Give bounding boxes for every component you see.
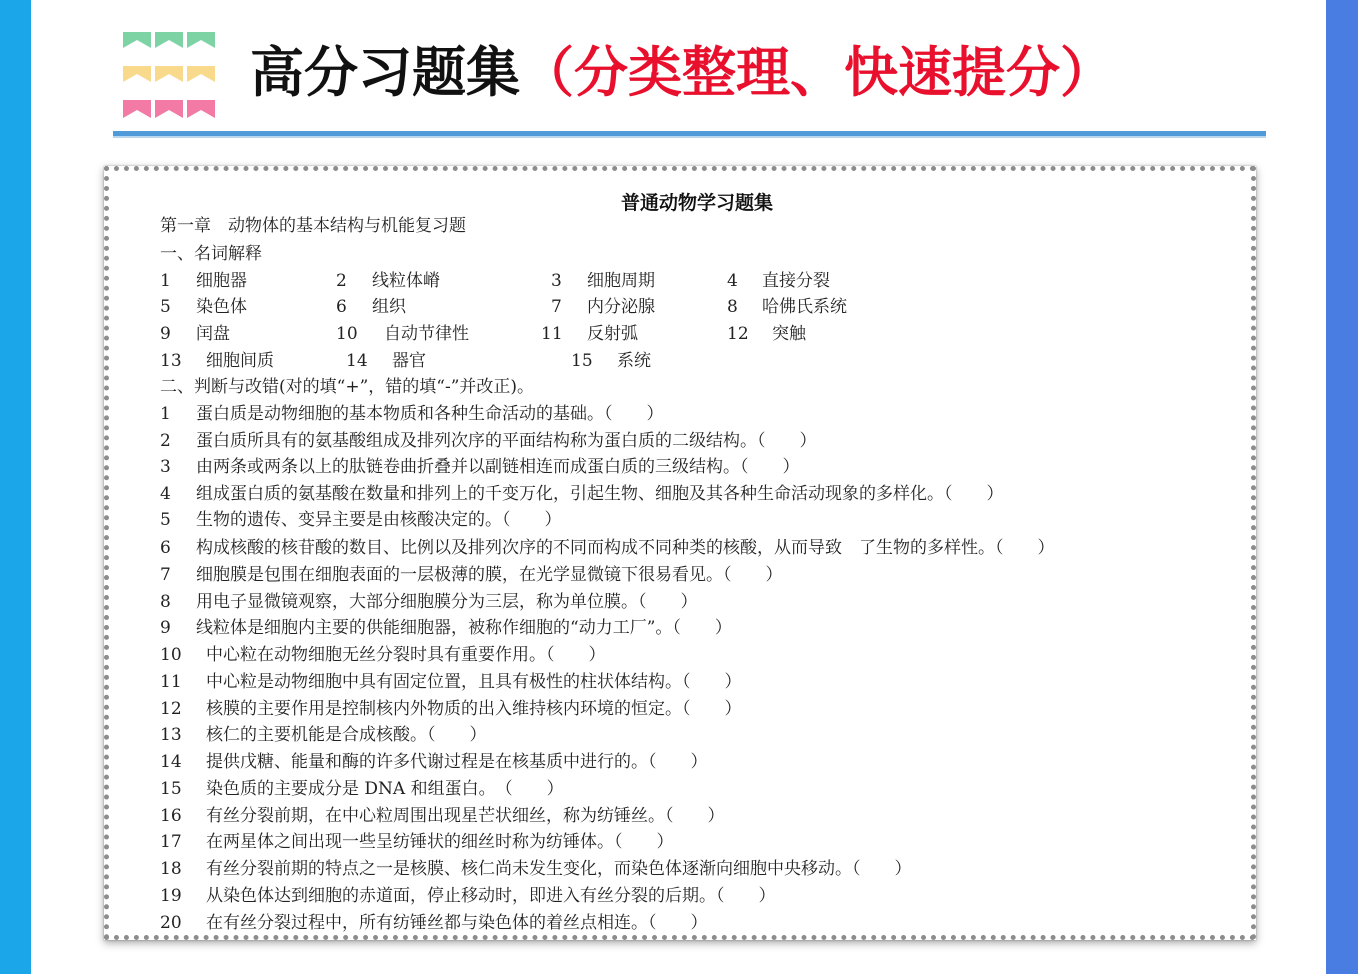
term-item: 直接分裂	[762, 271, 830, 291]
term-item: 组织	[372, 297, 406, 317]
question-number: 17	[160, 832, 182, 852]
term-number: 14	[346, 351, 368, 371]
term-item: 细胞间质	[206, 351, 274, 371]
term-number: 1	[160, 271, 171, 291]
page-title	[250, 38, 1114, 108]
page-title-main: 高分习题集	[250, 41, 520, 104]
term-number: 6	[336, 297, 347, 317]
term-number: 4	[727, 271, 738, 291]
term-number: 10	[336, 324, 358, 344]
question-number: 15	[160, 779, 182, 799]
term-number: 2	[336, 271, 347, 291]
question-number: 9	[160, 618, 171, 638]
chapter-heading: 第一章 动物体的基本结构与机能复习题	[160, 216, 466, 236]
question-text: 构成核酸的核苷酸的数目、比例以及排列次序的不同而构成不同种类的核酸，从而导致 了生物的多样性。（ ）	[196, 538, 1055, 558]
question-text: 在有丝分裂过程中，所有纺锤丝都与染色体的着丝点相连。（ ）	[206, 913, 708, 933]
term-number: 13	[160, 351, 182, 371]
term-item: 哈佛氏系统	[762, 297, 847, 317]
question-text: 有丝分裂前期的特点之一是核膜、核仁尚未发生变化，而染色体逐渐向细胞中央移动。（ ）	[206, 859, 912, 879]
question-text: 核仁的主要机能是合成核酸。（ ）	[206, 725, 487, 745]
question-text: 蛋白质是动物细胞的基本物质和各种生命活动的基础。（ ）	[196, 404, 664, 424]
question-text: 在两星体之间出现一些呈纺锤状的细丝时称为纺锤体。（ ）	[206, 832, 674, 852]
question-number: 3	[160, 457, 171, 477]
term-number: 9	[160, 324, 171, 344]
question-number: 8	[160, 592, 171, 612]
term-item: 染色体	[196, 297, 247, 317]
question-number: 6	[160, 538, 171, 558]
term-item: 器官	[392, 351, 426, 371]
question-text: 从染色体达到细胞的赤道面，停止移动时，即进入有丝分裂的后期。（ ）	[206, 886, 776, 906]
term-number: 8	[727, 297, 738, 317]
question-number: 11	[160, 672, 182, 692]
question-text: 核膜的主要作用是控制核内外物质的出入维持核内环境的恒定。（ ）	[206, 699, 742, 719]
question-number: 20	[160, 913, 182, 933]
term-item: 闰盘	[196, 324, 230, 344]
left-accent-bar	[0, 0, 31, 974]
section-heading-terms: 一、名词解释	[160, 244, 262, 264]
question-text: 蛋白质所具有的氨基酸组成及排列次序的平面结构称为蛋白质的二级结构。（ ）	[196, 431, 817, 451]
question-number: 19	[160, 886, 182, 906]
question-number: 10	[160, 645, 182, 665]
term-item: 内分泌腺	[587, 297, 655, 317]
term-item: 突触	[772, 324, 806, 344]
question-text: 生物的遗传、变异主要是由核酸决定的。（ ）	[196, 510, 562, 530]
question-text: 线粒体是细胞内主要的供能细胞器，被称作细胞的“动力工厂”。（ ）	[196, 618, 732, 638]
right-accent-bar	[1326, 0, 1358, 974]
question-text: 中心粒是动物细胞中具有固定位置，且具有极性的柱状体结构。（ ）	[206, 672, 742, 692]
title-divider-shadow	[113, 136, 1266, 138]
question-number: 13	[160, 725, 182, 745]
question-text: 由两条或两条以上的肽链卷曲折叠并以副链相连而成蛋白质的三级结构。（ ）	[196, 457, 800, 477]
question-number: 16	[160, 806, 182, 826]
term-number: 5	[160, 297, 171, 317]
term-number: 15	[571, 351, 593, 371]
question-number: 18	[160, 859, 182, 879]
term-item: 细胞器	[196, 271, 247, 291]
section-heading-judgement: 二、判断与改错(对的填“+”，错的填“-”并改正)。	[160, 377, 535, 397]
term-item: 细胞周期	[587, 271, 655, 291]
question-number: 14	[160, 752, 182, 772]
term-number: 11	[541, 324, 563, 344]
question-text: 提供戊糖、能量和酶的许多代谢过程是在核基质中进行的。（ ）	[206, 752, 708, 772]
document-title: 普通动物学习题集	[620, 192, 773, 214]
question-number: 12	[160, 699, 182, 719]
term-number: 7	[551, 297, 562, 317]
question-number: 4	[160, 484, 171, 504]
question-number: 7	[160, 565, 171, 585]
bunting-flags-icon	[121, 28, 219, 124]
question-text: 染色质的主要成分是 DNA 和组蛋白。 （ ）	[206, 779, 564, 799]
term-item: 系统	[617, 351, 651, 371]
term-item: 线粒体嵴	[372, 271, 440, 291]
question-number: 1	[160, 404, 171, 424]
page-title-sub: （分类整理、快速提分）	[520, 41, 1114, 104]
term-item: 反射弧	[587, 324, 638, 344]
question-text: 有丝分裂前期，在中心粒周围出现星芒状细丝，称为纺锤丝。（ ）	[206, 806, 725, 826]
question-text: 中心粒在动物细胞无丝分裂时具有重要作用。（ ）	[206, 645, 606, 665]
term-item: 自动节律性	[384, 324, 469, 344]
term-number: 3	[551, 271, 562, 291]
question-number: 5	[160, 510, 171, 530]
term-number: 12	[727, 324, 749, 344]
question-number: 2	[160, 431, 171, 451]
question-text: 细胞膜是包围在细胞表面的一层极薄的膜，在光学显微镜下很易看见。（ ）	[196, 565, 783, 585]
question-text: 组成蛋白质的氨基酸在数量和排列上的千变万化，引起生物、细胞及其各种生命活动现象的多样化。（ ）	[196, 484, 1004, 504]
question-text: 用电子显微镜观察，大部分细胞膜分为三层，称为单位膜。（ ）	[196, 592, 698, 612]
